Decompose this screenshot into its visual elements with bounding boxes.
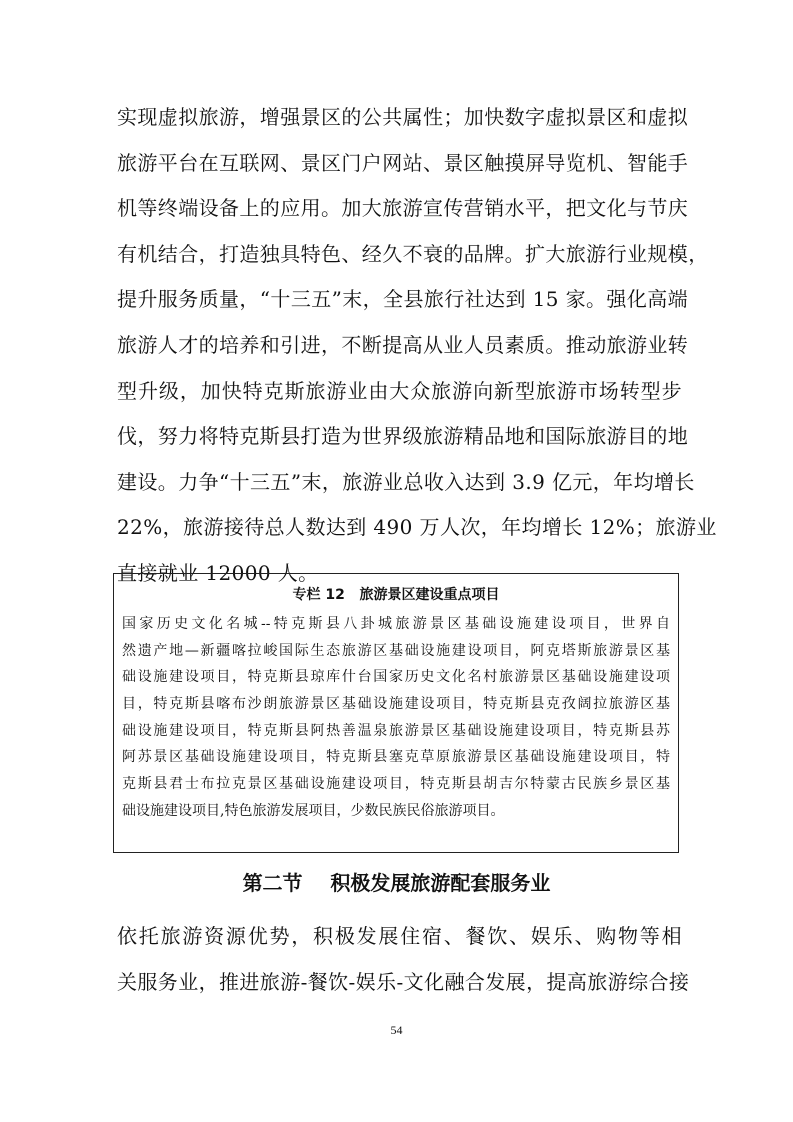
body-paragraph [117, 95, 717, 597]
feature-box [113, 573, 679, 853]
text-line: 旅游平台在互联网、景区门户网站、景区触摸屏导览机、智能手 [117, 150, 689, 175]
page-number: 54 [390, 1023, 403, 1037]
text-line: 直接就业 12000 人。 [117, 560, 319, 585]
text-line: 目，特克斯县喀布沙朗旅游景区基础设施建设项目，特克斯县克孜阔拉旅游区基 [122, 696, 670, 713]
text-line: 实现虚拟旅游，增强景区的公共属性；加快数字虚拟景区和虚拟 [117, 105, 689, 129]
text-line: 22%，旅游接待总人数达到 490 万人次，年均增长 12%；旅游业 [117, 515, 717, 540]
text-line: 克斯县君士布拉克景区基础设施建设项目，特克斯县胡吉尔特蒙古民族乡景区基 [122, 776, 670, 793]
text-line: 机等终端设备上的应用。加大旅游宣传营销水平，把文化与节庆 [117, 196, 689, 221]
text-line: 提升服务质量，“十三五”末，全县旅行社达到 15 家。强化高端 [117, 287, 689, 312]
feature-box-body [122, 611, 670, 825]
text-line: 伐，努力将特克斯县打造为世界级旅游精品地和国际旅游目的地 [117, 424, 689, 449]
text-line: 型升级，加快特克斯旅游业由大众旅游向新型旅游市场转型步 [117, 378, 682, 403]
feature-box-title: 专栏 12 旅游景区建设重点项目 [292, 587, 500, 603]
text-line: 然遗产地—新疆喀拉峻国际生态旅游区基础设施建设项目，阿克塔斯旅游景区基 [122, 642, 670, 659]
text-line: 有机结合，打造独具特色、经久不衰的品牌。扩大旅游行业规模， [117, 241, 709, 266]
text-line: 础设施建设项目，特克斯县阿热善温泉旅游景区基础设施建设项目，特克斯县苏 [122, 722, 670, 739]
text-line: 础设施建设项目，特克斯县琼库什台国家历史文化名村旅游景区基础设施建设项 [122, 669, 670, 686]
text-line: 建设。力争“十三五”末，旅游业总收入达到 3.9 亿元，年均增长 [117, 469, 695, 494]
text-line: 国家历史文化名城--特克斯县八卦城旅游景区基础设施建设项目，世界自 [122, 616, 670, 632]
text-line: 关服务业，推进旅游-餐饮-娱乐-文化融合发展，提高旅游综合接 [117, 969, 690, 994]
section-paragraph [117, 914, 690, 1005]
text-line: 础设施建设项目,特色旅游发展项目，少数民族民俗旅游项目。 [122, 802, 505, 819]
text-line: 旅游人才的培养和引进，不断提高从业人员素质。推动旅游业转 [117, 332, 689, 357]
section-heading: 第二节 积极发展旅游配套服务业 [242, 871, 551, 895]
text-line: 依托旅游资源优势，积极发展住宿、餐饮、娱乐、购物等相 [117, 924, 682, 948]
text-line: 阿苏景区基础设施建设项目，特克斯县塞克草原旅游景区基础设施建设项目，特 [122, 749, 670, 766]
